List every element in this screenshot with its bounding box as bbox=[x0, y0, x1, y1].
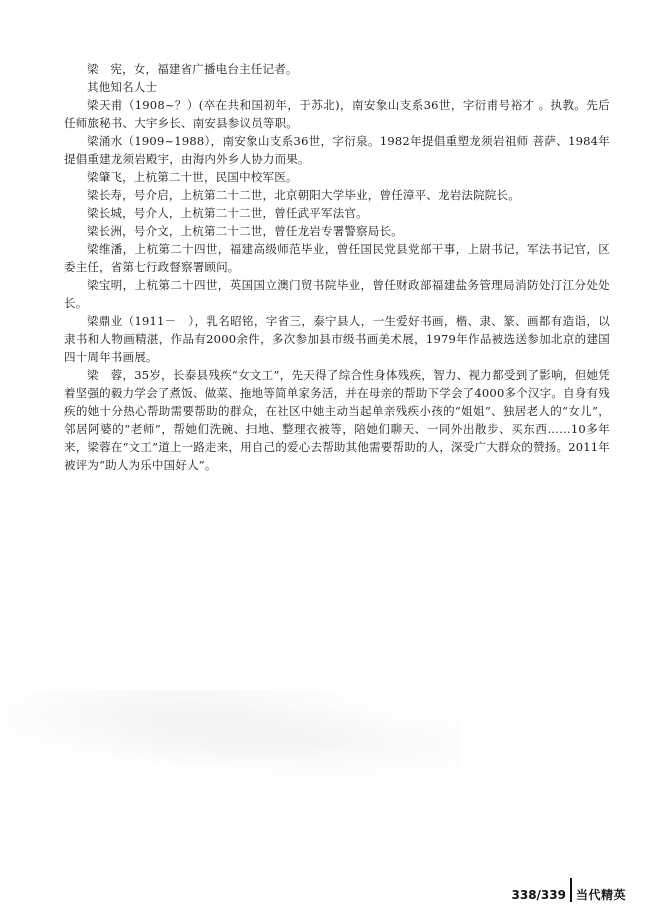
paragraph-liang-xian: 梁 宪，女，福建省广播电台主任记者。 bbox=[87, 62, 298, 76]
paragraph-liang-changshou: 梁长寿，号介启，上杭第二十二世，北京朝阳大学毕业，曾任漳平、龙岩法院院长。 bbox=[87, 188, 520, 202]
paragraph-liang-tianfu: 梁天甫（1908~？）(卒在共和国初年，于苏北)，南安象山支系36世，字衍甫号裕才 。执教。先后任师旅秘书、大宇乡长、南安县参议员等职。 bbox=[64, 98, 610, 130]
scan-smudge bbox=[0, 690, 460, 780]
page-number: 338/339 bbox=[511, 888, 566, 902]
body-text bbox=[64, 60, 610, 474]
paragraph-liang-weipan: 梁维潘，上杭第二十四世，福建高级师范毕业，曾任国民党县党部干事，上尉书记，军法书记官，区委主任，省第七行政督察署顾问。 bbox=[64, 242, 610, 274]
paragraph-liang-changcheng: 梁长城，号介人，上杭第二十二世，曾任武平军法官。 bbox=[87, 206, 368, 220]
paragraph-liang-yongshui: 梁涌水（1909~1988），南安象山支系36世，字衍泉。1982年提倡重塑龙须岩祖师 菩萨、1984年提倡重建龙须岩殿宇，由海内外乡人协力而果。 bbox=[64, 134, 610, 166]
footer-divider bbox=[570, 878, 572, 902]
section-heading-other-notables: 其他知名人士 bbox=[87, 80, 158, 94]
paragraph-liang-changzhou: 梁长洲，号介文，上杭第二十二世，曾任龙岩专署警察局长。 bbox=[87, 224, 403, 238]
paragraph-liang-zhaofei: 梁肇飞，上杭第二十世，民国中校军医。 bbox=[87, 170, 298, 184]
book-title: 当代精英 bbox=[575, 888, 626, 902]
paragraph-liang-rong: 梁 蓉，35岁，长泰县残疾“女文工”，先天得了综合性身体残疾，智力、视力都受到了影响，但她凭着坚强的毅力学会了煮饭、做菜、拖地等简单家务活，并在母亲的帮助下学会了4000多个汉字。自身有残疾的她十分热心帮助需要帮助的群众，在社区中她主动当起单亲残疾小孩的“姐姐”、独居老人的“女儿”，邻居阿婆的“老师”，帮她们洗碗、扫地、整理衣被等，陪她们聊天、一同外出散步、买东西……10多年来，梁蓉在“文工”道上一路走来，用自己的爱心去帮助其他需要帮助的人，深受广大群众的赞扬。2011年被评为“助人为乐中国好人”。 bbox=[64, 368, 610, 472]
paragraph-liang-baoming: 梁宝明，上杭第二十四世，英国国立澳门贸书院毕业，曾任财政部福建盐务管理局消防处汀江分处处长。 bbox=[64, 278, 610, 310]
page-footer bbox=[512, 878, 627, 902]
paragraph-liang-dingye: 梁鼎业（1911－ ），乳名昭铭，字省三，泰宁县人，一生爱好书画，楷、隶、篆、画都有造诣，以隶书和人物画精湛，作品有2000余件，多次参加县市级书画美术展，1979年作品被选送参加北京的建国四十周年书画展。 bbox=[64, 314, 610, 364]
